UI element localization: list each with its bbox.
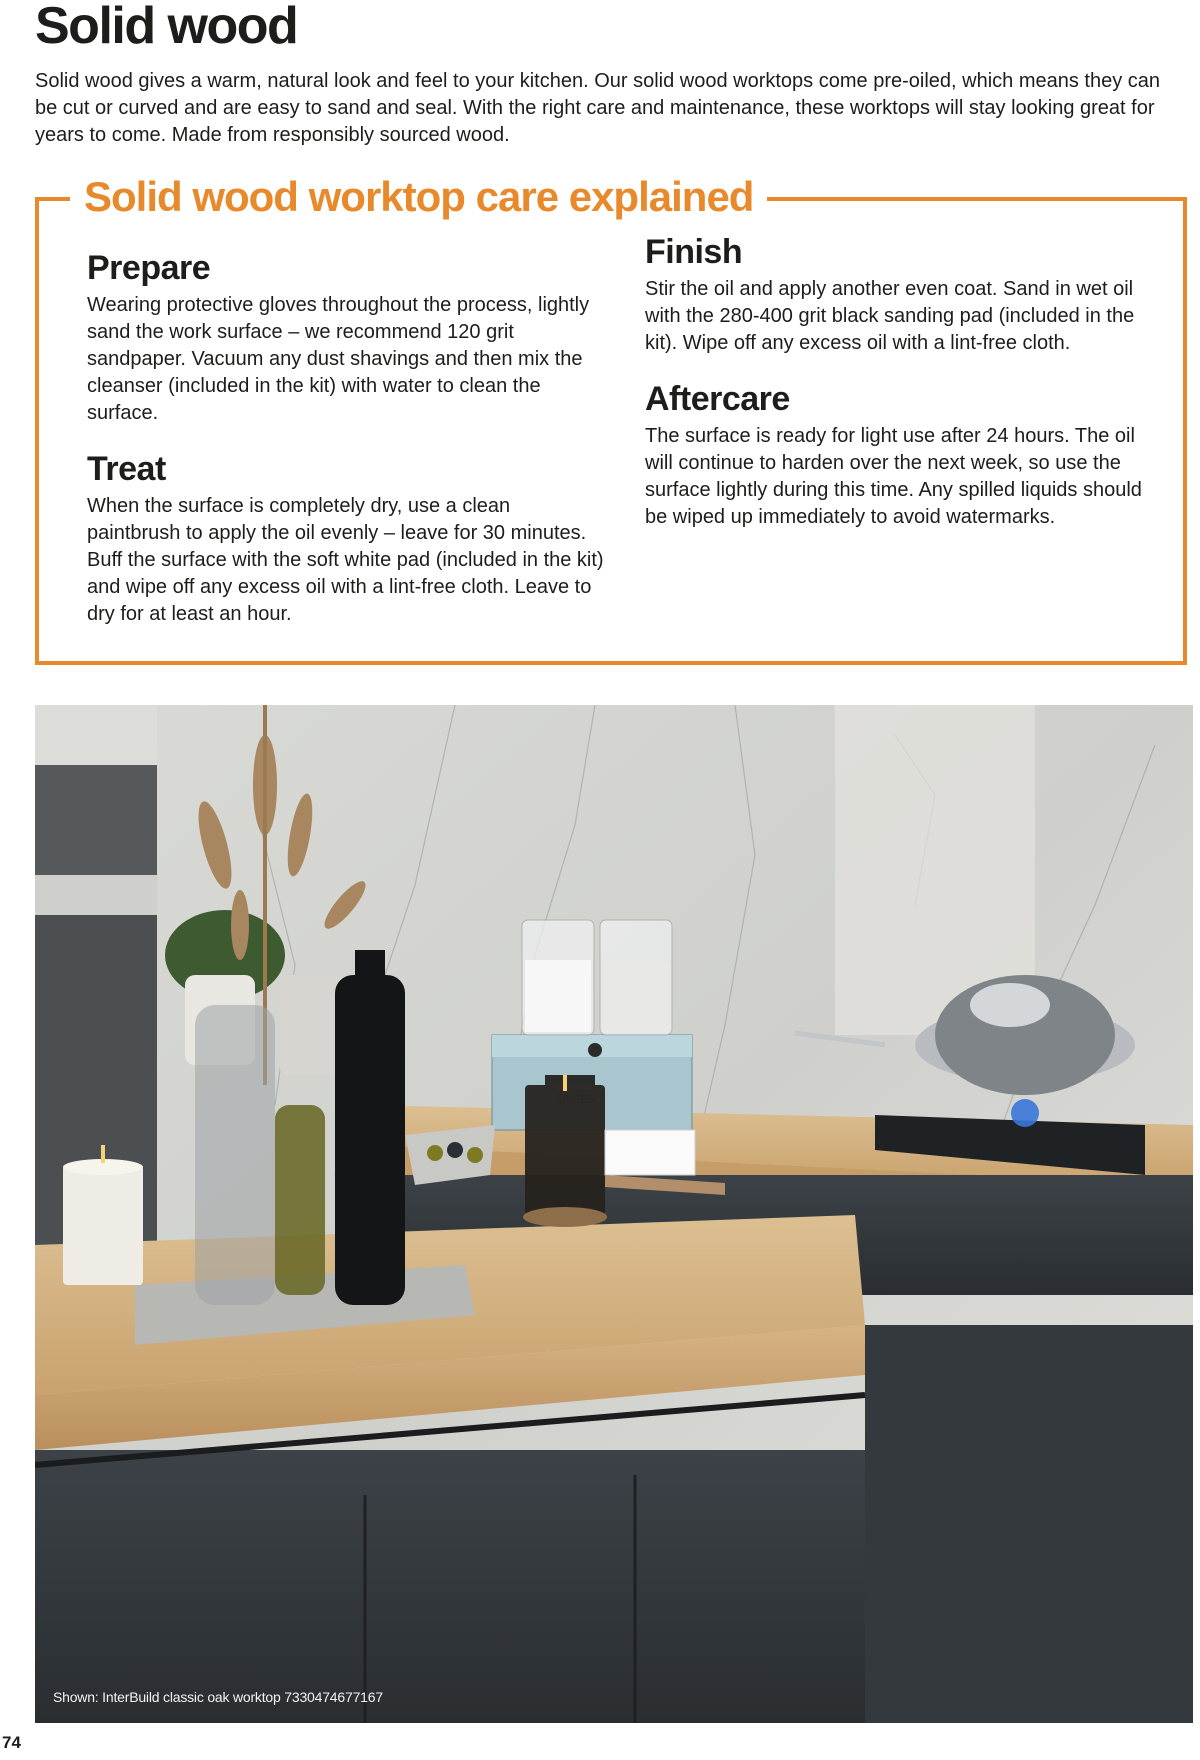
care-section-finish bbox=[645, 232, 1165, 357]
care-section-aftercare bbox=[645, 379, 1165, 531]
section-body: When the surface is completely dry, use a clean paintbrush to apply the oil evenly – leave for 30 minutes. Buff the surface with the soft white pad (included in the kit) and wipe off any excess oil with a lint-free cloth. Leave to dry for at least an hour. bbox=[87, 495, 604, 625]
care-section-treat bbox=[87, 449, 607, 628]
care-box-title: Solid wood worktop care explained bbox=[84, 173, 754, 220]
page-title: Solid wood bbox=[35, 0, 298, 55]
section-heading: Treat bbox=[87, 450, 166, 488]
intro-paragraph: Solid wood gives a warm, natural look and feel to your kitchen. Our solid wood worktops come pre-oiled, which means they can be cut or curved and are easy to sand and seal. With the right care and maintenance, these worktops will stay looking great for years to come. Made from responsibly sourced wood. bbox=[35, 70, 1161, 146]
section-body: Stir the oil and apply another even coat. Sand in wet oil with the 280-400 grit black sanding pad (included in the kit). Wipe off any excess oil with a lint-free cloth. bbox=[645, 278, 1135, 354]
section-heading: Finish bbox=[645, 233, 743, 271]
kitchen-photo bbox=[35, 705, 1193, 1723]
photo-caption: Shown: InterBuild classic oak worktop 7330474677167 bbox=[53, 1689, 383, 1705]
section-body: The surface is ready for light use after 24 hours. The oil will continue to harden over the next week, so use the surface lightly during this time. Any spilled liquids should be wiped up immediately to avoid watermarks. bbox=[645, 425, 1142, 528]
care-box-header bbox=[70, 170, 767, 224]
care-column-left bbox=[87, 240, 607, 650]
page-number: 74 bbox=[2, 1733, 21, 1752]
kitchen-scene-illustration bbox=[35, 705, 1193, 1723]
care-column-right bbox=[645, 233, 1165, 553]
section-heading: Prepare bbox=[87, 249, 211, 287]
section-body: Wearing protective gloves throughout the process, lightly sand the work surface – we recommend 120 grit sandpaper. Vacuum any dust shavings and then mix the cleanser (included in the kit) with water to clean the surface. bbox=[87, 294, 590, 424]
care-section-prepare bbox=[87, 248, 607, 427]
section-heading: Aftercare bbox=[645, 380, 790, 418]
